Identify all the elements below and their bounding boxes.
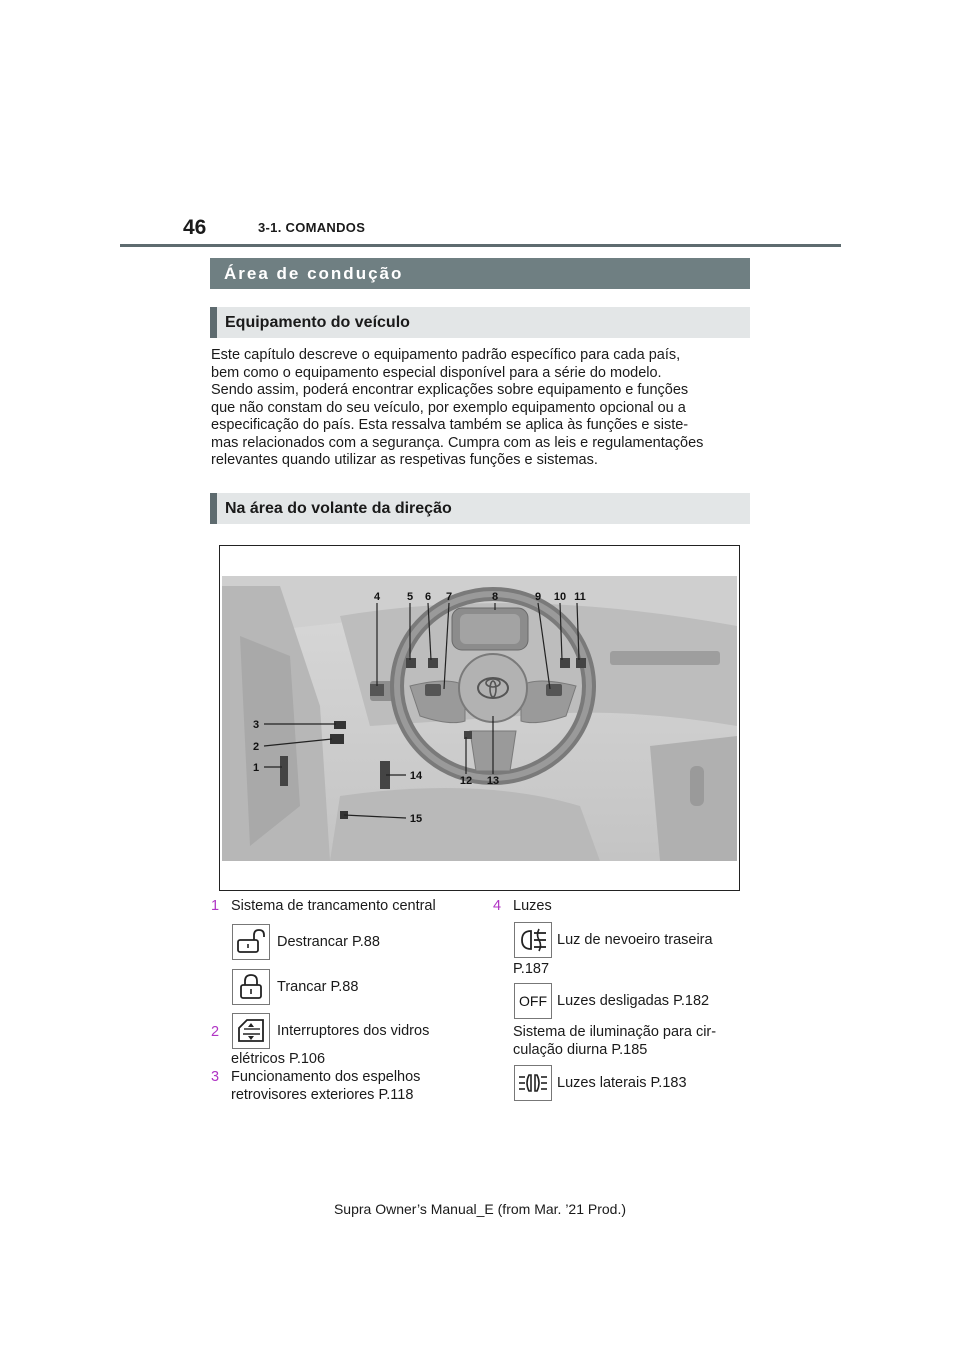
side-lights-icon xyxy=(515,1066,551,1100)
off-icon-text: OFF xyxy=(519,993,547,1009)
mirror-label-cont: retrovisores exteriores P.118 xyxy=(231,1086,414,1103)
callout-12: 12 xyxy=(459,775,473,787)
intro-line: Sendo assim, poderá encontrar explicações sobre equipamento e funções xyxy=(211,382,689,398)
side-lights-label: Luzes laterais P.183 xyxy=(557,1075,687,1091)
item-number: 1 xyxy=(211,898,220,914)
page-number: 46 xyxy=(183,216,207,239)
callout-9: 9 xyxy=(534,591,542,603)
callout-1: 1 xyxy=(252,762,260,774)
dashboard-illustration xyxy=(219,545,740,891)
list-item-3 xyxy=(211,1069,420,1104)
subsection-title-steering: Na área do volante da direção xyxy=(210,493,750,524)
window-switch-label: Interruptores dos vidros xyxy=(277,1023,430,1039)
rear-fog-light-icon xyxy=(515,923,551,957)
callout-7: 7 xyxy=(445,591,453,603)
subsection-title-equipment: Equipamento do veículo xyxy=(210,307,750,338)
callout-6: 6 xyxy=(424,591,432,603)
callout-15: 15 xyxy=(409,813,423,825)
drl-label-cont: culação diurna P.185 xyxy=(513,1042,648,1058)
chapter-title: 3-1. COMANDOS xyxy=(258,220,366,235)
header-rule xyxy=(120,244,841,247)
intro-line: bem como o equipamento especial disponível para a série do modelo. xyxy=(211,364,662,381)
item-title: Luzes xyxy=(513,898,552,914)
window-switch-icon-box xyxy=(232,1013,270,1049)
rear-fog-label-cont: P.187 xyxy=(513,961,550,977)
callout-8: 8 xyxy=(491,591,499,603)
list-item-2 xyxy=(211,1024,231,1042)
off-icon-box xyxy=(514,983,552,1019)
unlock-label: Destrancar P.88 xyxy=(277,934,380,950)
item-number: 2 xyxy=(211,1024,220,1040)
section-title: Área de condução xyxy=(210,258,750,289)
dashboard-drawing xyxy=(220,546,739,890)
footer: Supra Owner’s Manual_E (from Mar. ’21 Prod.) xyxy=(333,1201,627,1217)
lock-icon-box xyxy=(232,969,270,1005)
callout-4: 4 xyxy=(373,591,381,603)
callout-14: 14 xyxy=(409,770,423,782)
list-item-4 xyxy=(493,898,552,916)
lock-icon xyxy=(233,970,269,1004)
window-switch-icon xyxy=(233,1014,269,1048)
callout-13: 13 xyxy=(486,775,500,787)
callout-10: 10 xyxy=(553,591,567,603)
rear-fog-label: Luz de nevoeiro traseira xyxy=(557,932,713,948)
callout-11: 11 xyxy=(574,591,586,603)
rear-fog-icon-box xyxy=(514,922,552,958)
intro-line: especificação do país. Esta ressalva também se aplica às funções e siste- xyxy=(211,417,689,433)
unlock-icon-box xyxy=(232,924,270,960)
intro-line: relevantes quando utilizar as respetivas funções e sistemas. xyxy=(211,452,598,468)
unlock-icon xyxy=(233,925,269,959)
intro-line: Este capítulo descreve o equipamento padrão específico para cada país, xyxy=(211,347,681,363)
side-lights-icon-box xyxy=(514,1065,552,1101)
window-switch-label-cont: elétricos P.106 xyxy=(231,1051,326,1067)
item-number: 3 xyxy=(211,1069,220,1085)
callout-5: 5 xyxy=(406,591,414,603)
item-number: 4 xyxy=(493,898,502,914)
lock-label: Trancar P.88 xyxy=(277,979,359,995)
intro-paragraph xyxy=(211,347,751,470)
drl-label: Sistema de iluminação para cir- xyxy=(513,1024,717,1040)
mirror-label: Funcionamento dos espelhos xyxy=(231,1069,421,1085)
callout-2: 2 xyxy=(252,741,260,753)
callout-3: 3 xyxy=(252,719,260,731)
lights-off-label: Luzes desligadas P.182 xyxy=(557,993,710,1009)
list-item-1 xyxy=(211,898,436,916)
item-title: Sistema de trancamento central xyxy=(231,898,436,914)
intro-line: que não constam do seu veículo, por exemplo equipamento opcional ou a xyxy=(211,399,686,416)
intro-line: mas relacionados com a segurança. Cumpra com as leis e regulamentações xyxy=(211,434,704,451)
